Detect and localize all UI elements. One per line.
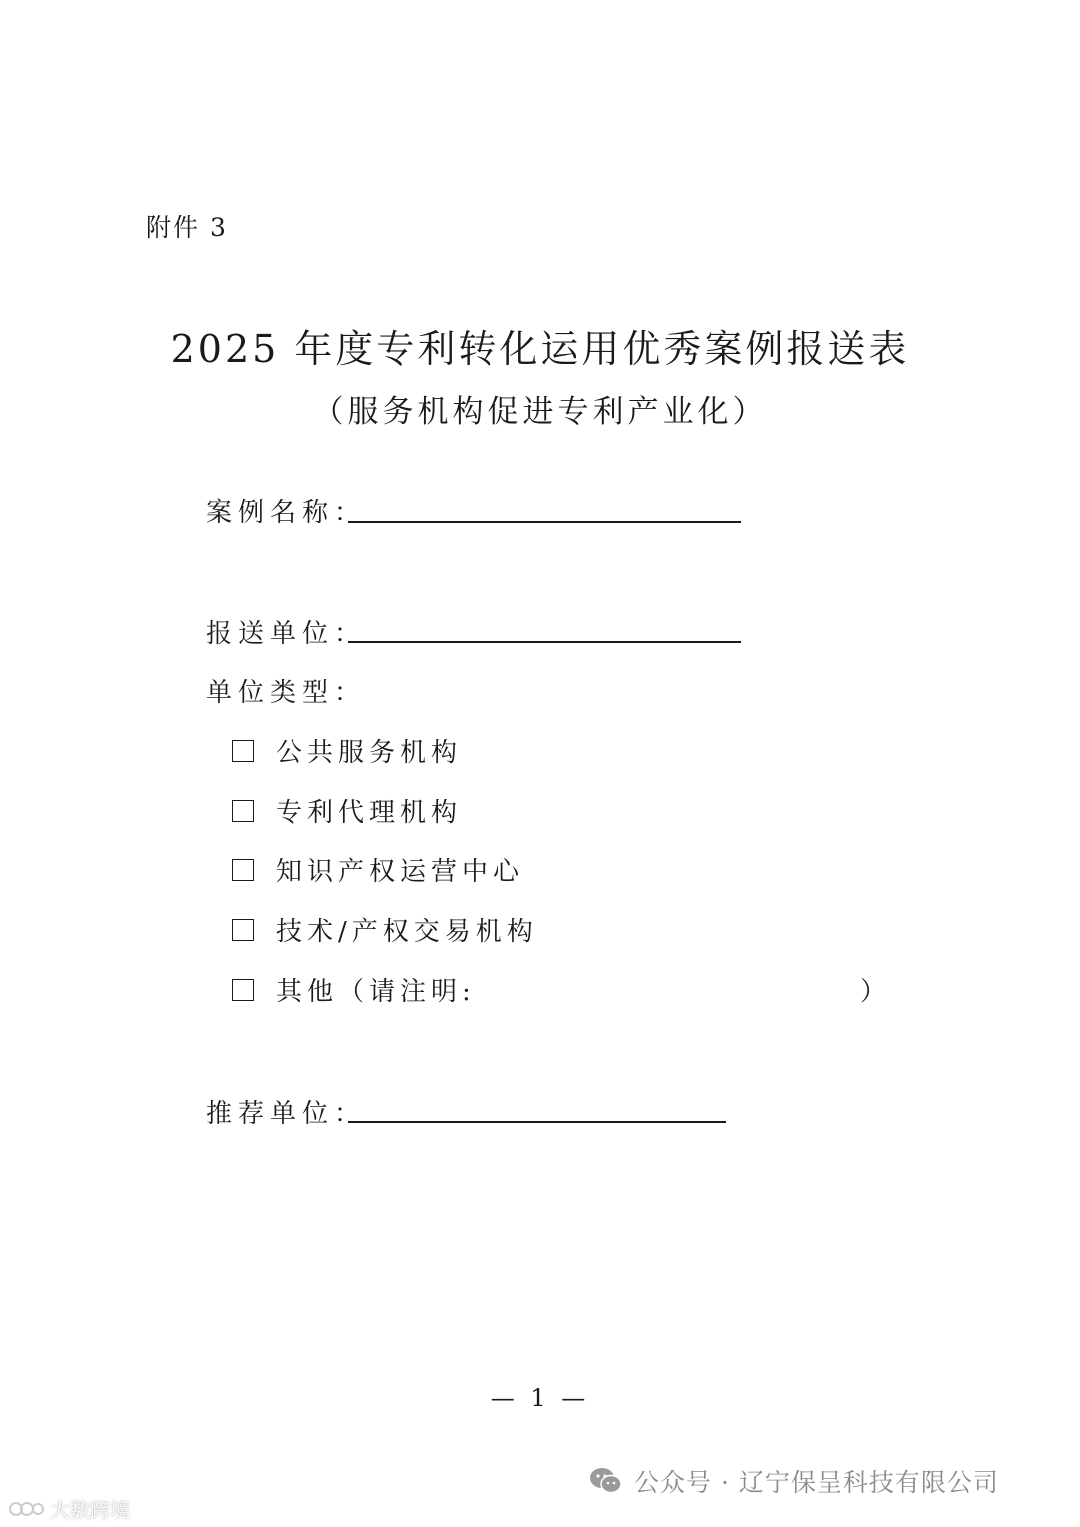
corner-watermark-text: 大数跨境	[50, 1498, 130, 1522]
submit-unit-field[interactable]	[348, 641, 741, 643]
page-title: 2025 年度专利转化运用优秀案例报送表	[170, 327, 910, 371]
unit-type-option-patent-agency[interactable]	[232, 792, 462, 829]
wechat-watermark	[588, 1463, 999, 1499]
recommend-unit-field[interactable]	[348, 1121, 726, 1123]
other-close-paren: ）	[860, 977, 887, 1007]
page-number: — 1 —	[490, 1384, 590, 1412]
checkbox[interactable]	[232, 800, 254, 822]
annex-label: 附件 3	[146, 213, 228, 242]
page-subtitle: （服务机构促进专利产业化）	[312, 394, 768, 430]
unit-type-option-tech-exchange[interactable]	[232, 911, 538, 948]
checkbox[interactable]	[232, 859, 254, 881]
option-label: 技术/产权交易机构	[276, 917, 538, 947]
checkbox[interactable]	[232, 919, 254, 941]
case-name-field[interactable]	[348, 521, 741, 523]
option-label: 公共服务机构	[276, 738, 463, 768]
watermark-logo-icon	[8, 1498, 44, 1520]
watermark-text: 公众号 · 辽宁保呈科技有限公司	[634, 1468, 999, 1497]
unit-type-option-ip-operation-center[interactable]	[232, 851, 524, 888]
unit-type-option-other[interactable]	[232, 971, 476, 1008]
unit-type-option-public-service[interactable]	[232, 732, 462, 769]
checkbox[interactable]	[232, 979, 254, 1001]
case-name-label: 案例名称：	[206, 498, 367, 528]
option-label: 其他（请注明:	[276, 977, 476, 1007]
checkbox[interactable]	[232, 740, 254, 762]
submit-unit-label: 报送单位：	[206, 619, 367, 649]
option-label: 知识产权运营中心	[276, 857, 525, 887]
corner-watermark	[8, 1494, 130, 1523]
unit-type-label: 单位类型：	[206, 678, 367, 708]
recommend-unit-label: 推荐单位：	[206, 1099, 367, 1129]
wechat-icon	[588, 1466, 624, 1496]
option-label: 专利代理机构	[276, 798, 463, 828]
